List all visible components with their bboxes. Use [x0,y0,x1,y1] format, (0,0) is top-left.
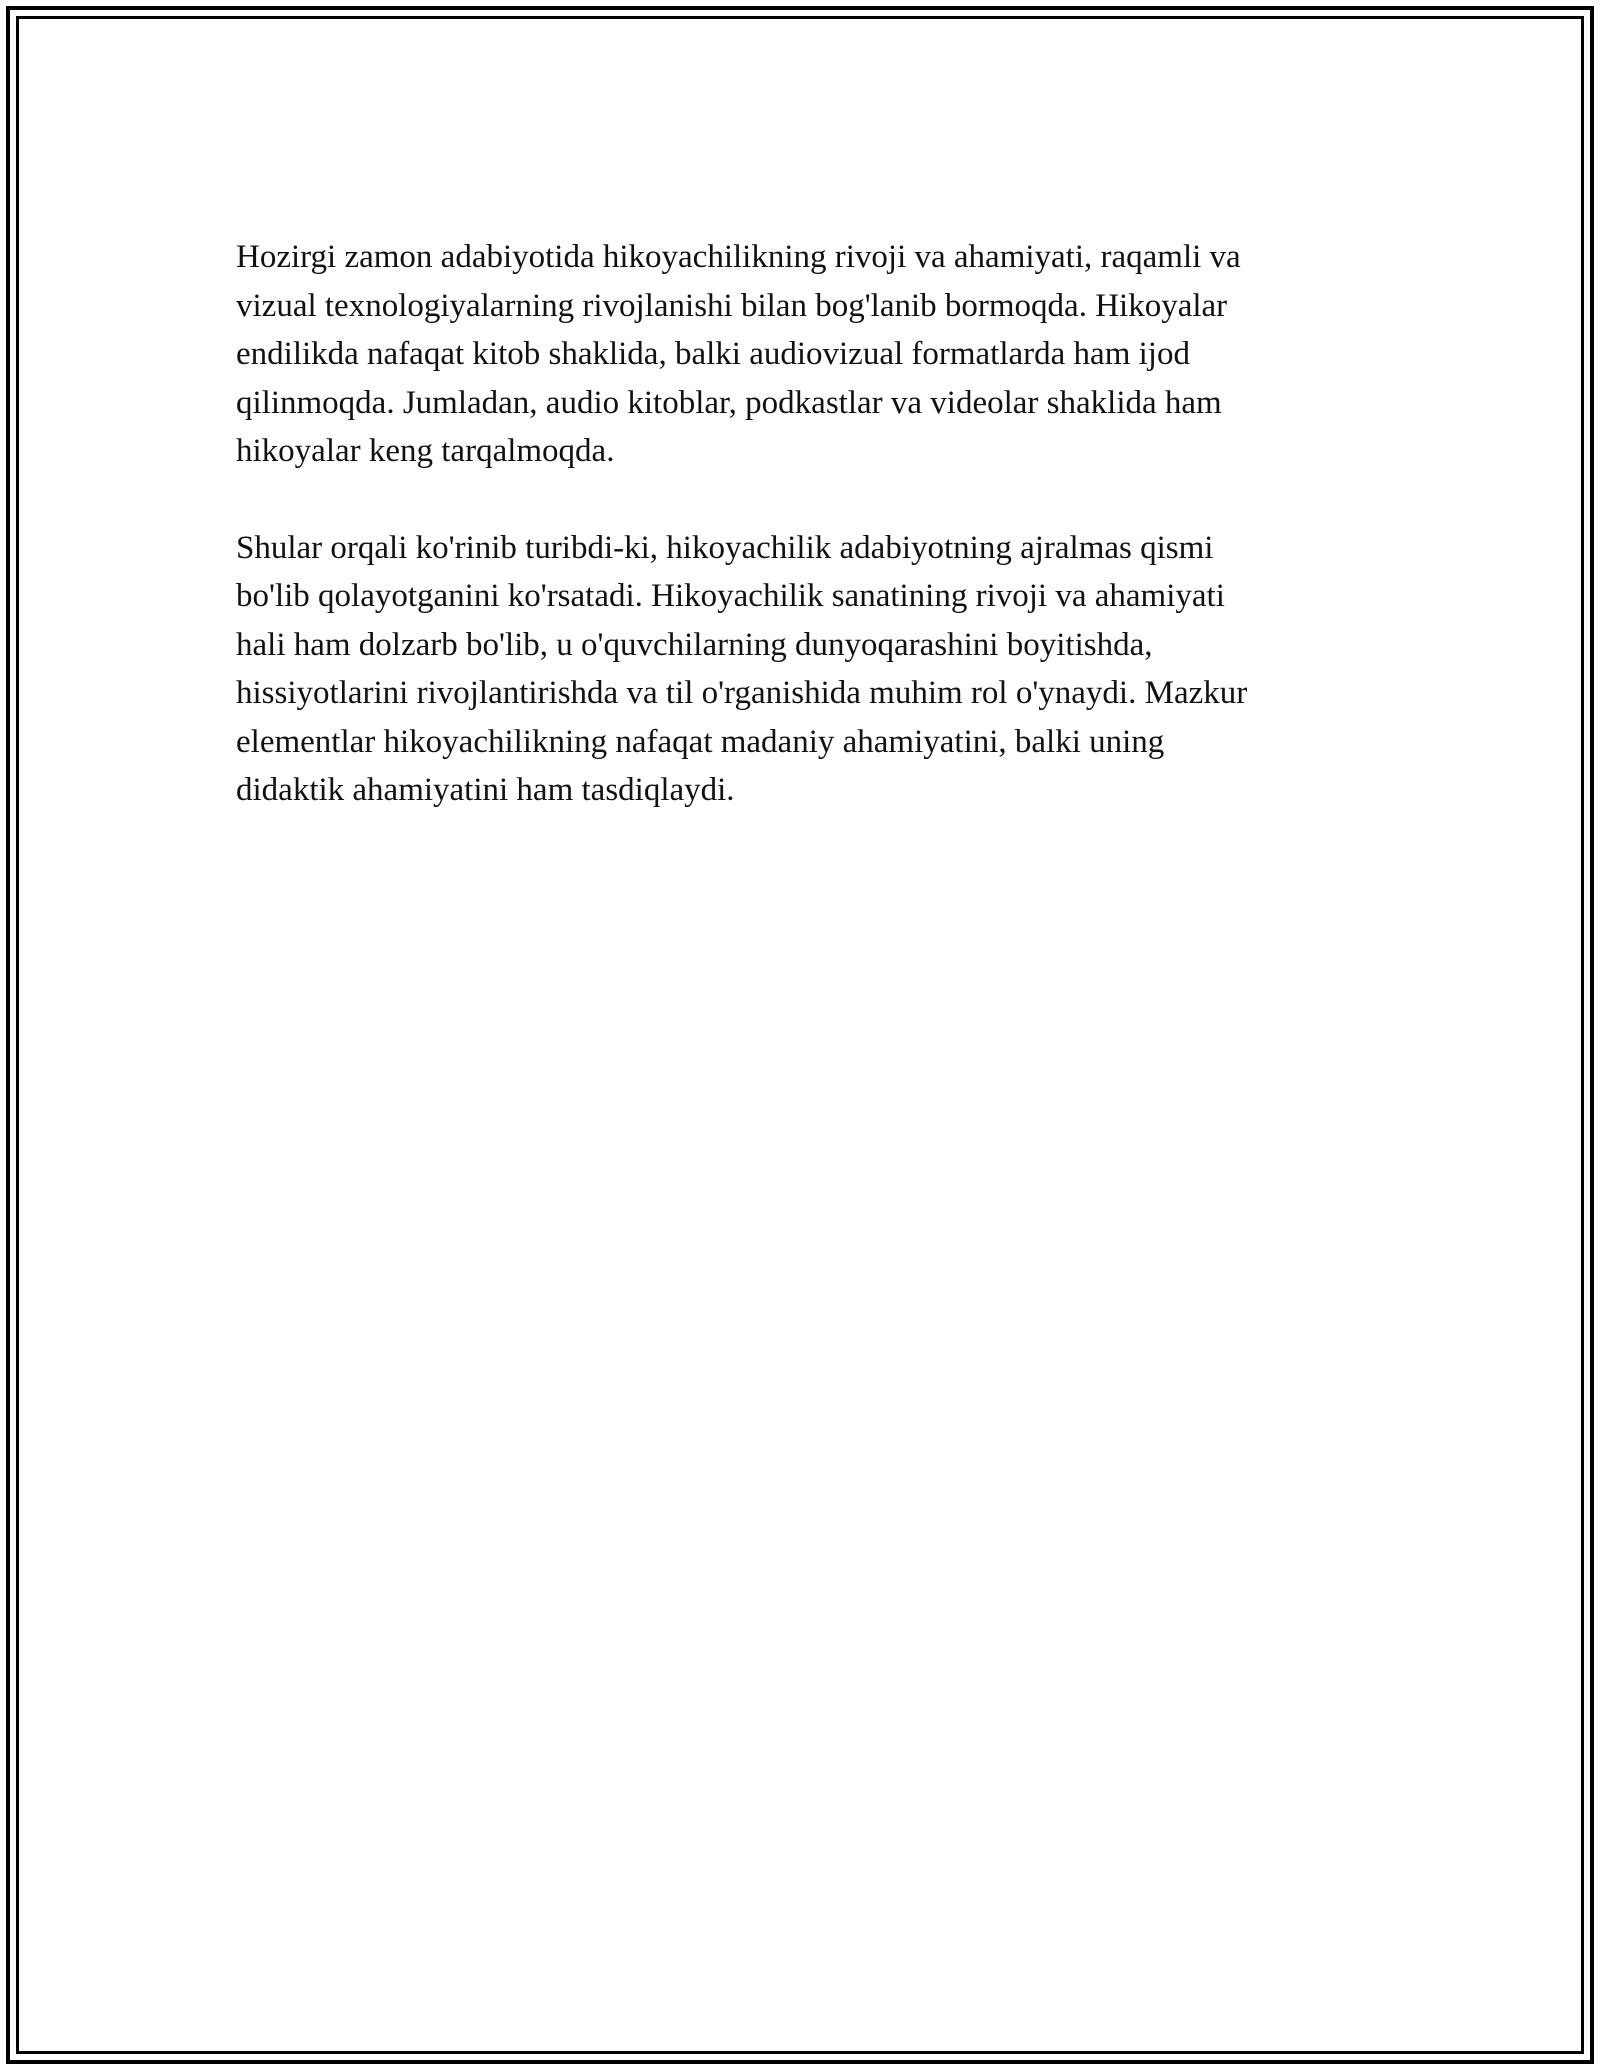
document-body [236,233,1376,863]
paragraph-line: hissiyotlarini rivojlantirishda va til o'rganishida muhim rol o'ynaydi. Mazkur [236,675,1248,711]
paragraph-1 [236,233,1376,476]
paragraph-line: Hozirgi zamon adabiyotida hikoyachilikning rivoji va ahamiyati, raqamli va [236,239,1241,275]
paragraph-line: didaktik ahamiyatini ham tasdiqlaydi. [236,772,735,808]
paragraph-line: bo'lib qolayotganini ko'rsatadi. Hikoyachilik sanatining rivoji va ahamiyati [236,578,1225,614]
paragraph-line: hikoyalar keng tarqalmoqda. [236,433,615,469]
paragraph-2 [236,524,1376,815]
paragraph-line: Shular orqali ko'rinib turibdi-ki, hikoyachilik adabiyotning ajralmas qismi [236,529,1214,566]
paragraph-line: endilikda nafaqat kitob shaklida, balki audiovizual formatlarda ham ijod [236,336,1190,372]
paragraph-line: qilinmoqda. Jumladan, audio kitoblar, podkastlar va videolar shaklida ham [236,384,1222,421]
paragraph-line: hali ham dolzarb bo'lib, u o'quvchilarning dunyoqarashini boyitishda, [236,626,1153,663]
paragraph-line: elementlar hikoyachilikning nafaqat madaniy ahamiyatini, balki uning [236,723,1165,760]
paragraph-line: vizual texnologiyalarning rivojlanishi bilan bog'lanib bormoqda. Hikoyalar [236,287,1228,324]
